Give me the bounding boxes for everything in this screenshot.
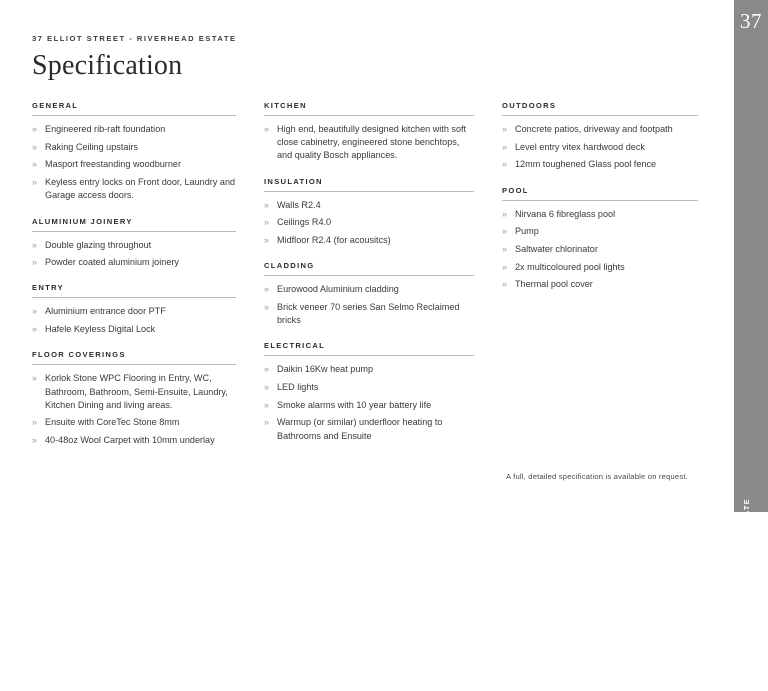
spec-section (502, 101, 698, 172)
spec-item-text: Walls R2.4 (277, 199, 321, 210)
chevron-bullet-icon: » (264, 382, 270, 393)
spec-section-heading: ALUMINIUM JOINERY (32, 217, 236, 232)
spec-item-list (32, 372, 236, 447)
chevron-bullet-icon: » (32, 417, 38, 428)
spec-section-heading: GENERAL (32, 101, 236, 116)
chevron-bullet-icon: » (264, 364, 270, 375)
page-header (32, 34, 237, 82)
spec-section-heading: CLADDING (264, 261, 474, 276)
spec-section (32, 283, 236, 336)
chevron-bullet-icon: » (502, 124, 508, 134)
spec-item-text: Midfloor R2.4 (for acousitcs) (277, 235, 391, 246)
spec-list-item (264, 399, 474, 412)
spec-item-text: Saltwater chlorinator (515, 244, 598, 255)
spec-list-item (32, 372, 236, 412)
spec-item-text: Concrete patios, driveway and footpath (515, 124, 673, 134)
spec-item-list (32, 123, 236, 203)
spec-item-list (264, 123, 474, 163)
spec-item-list (32, 305, 236, 336)
chevron-bullet-icon: » (32, 141, 38, 152)
spec-item-list (264, 283, 474, 327)
spec-item-text: Level entry vitex hardwood deck (515, 141, 645, 152)
spec-section (32, 101, 236, 203)
spec-list-item (264, 363, 474, 376)
spec-list-item (32, 305, 236, 318)
spec-item-text: Ensuite with CoreTec Stone 8mm (45, 417, 180, 428)
spec-section-heading: FLOOR COVERINGS (32, 350, 236, 365)
spec-item-text: Masport freestanding woodburner (45, 159, 181, 170)
column-1 (32, 101, 264, 461)
chevron-bullet-icon: » (264, 199, 270, 210)
spec-list-item (264, 199, 474, 212)
spec-list-item (502, 208, 698, 221)
chevron-bullet-icon: » (32, 306, 38, 317)
spec-item-text: Raking Ceiling upstairs (45, 141, 139, 152)
chevron-bullet-icon: » (264, 124, 270, 134)
spec-list-item (32, 239, 236, 252)
spec-section-heading: KITCHEN (264, 101, 474, 116)
chevron-bullet-icon: » (32, 177, 38, 188)
spec-item-text: 12mm toughened Glass pool fence (515, 159, 657, 170)
spec-section (502, 186, 698, 292)
spec-list-item (264, 216, 474, 229)
spec-item-text: Hafele Keyless Digital Lock (45, 324, 156, 335)
spec-item-text: Engineered rib-raft foundation (45, 124, 166, 134)
spec-item-text: 40-48oz Wool Carpet with 10mm underlay (45, 435, 215, 446)
chevron-bullet-icon: » (264, 301, 270, 312)
spec-section (264, 261, 474, 327)
column-3 (502, 101, 726, 461)
spec-item-text: LED lights (277, 382, 319, 393)
spec-section-heading: POOL (502, 186, 698, 201)
chevron-bullet-icon: » (502, 159, 508, 170)
spec-section (264, 341, 474, 443)
chevron-bullet-icon: » (502, 261, 508, 272)
spec-item-list (502, 123, 698, 172)
chevron-bullet-icon: » (32, 159, 38, 170)
chevron-bullet-icon: » (502, 141, 508, 152)
chevron-bullet-icon: » (32, 257, 38, 268)
spec-list-item (264, 234, 474, 247)
spec-list-item (502, 225, 698, 238)
spec-list-item (32, 434, 236, 447)
spec-list-item (264, 416, 474, 442)
chevron-bullet-icon: » (502, 208, 508, 219)
chevron-bullet-icon: » (502, 279, 508, 290)
page-title: Specification (32, 50, 183, 81)
spec-section (32, 350, 236, 447)
chevron-bullet-icon: » (502, 244, 508, 255)
spec-list-item (32, 123, 236, 136)
specification-columns (32, 101, 726, 461)
column-2 (264, 101, 502, 461)
spec-item-text: High end, beautifully designed kitchen with soft close cabinetry, engineered stone benchtops, and quality Bosch appliances. (277, 124, 467, 161)
spec-list-item (32, 158, 236, 171)
spec-item-text: Keyless entry locks on Front door, Laundry and Garage access doors. (45, 177, 236, 201)
spec-item-list (502, 208, 698, 292)
spec-list-item (32, 323, 236, 336)
chevron-bullet-icon: » (32, 239, 38, 250)
spec-section (264, 177, 474, 248)
spec-item-text: Thermal pool cover (515, 279, 593, 290)
spec-item-text: 2x multicoloured pool lights (515, 261, 625, 272)
chevron-bullet-icon: » (264, 217, 270, 228)
spec-list-item (32, 416, 236, 429)
spec-section-heading: ENTRY (32, 283, 236, 298)
spec-item-text: Smoke alarms with 10 year battery life (277, 399, 432, 410)
chevron-bullet-icon: » (264, 284, 270, 295)
spec-item-text: Double glazing throughout (45, 239, 152, 250)
spec-list-item (502, 141, 698, 154)
chevron-bullet-icon: » (502, 226, 508, 237)
spec-list-item (264, 301, 474, 327)
spec-list-item (264, 381, 474, 394)
eyebrow-text: 37 ELLIOT STREET - RIVERHEAD ESTATE (32, 34, 237, 43)
chevron-bullet-icon: » (264, 235, 270, 246)
spec-list-item (32, 141, 236, 154)
spec-list-item (502, 278, 698, 291)
spec-section (32, 217, 236, 270)
footnote: A full, detailed specification is available on request. (506, 472, 688, 481)
page-number: 37 (734, 0, 768, 42)
edge-band (734, 0, 768, 512)
spec-item-list (32, 239, 236, 270)
chevron-bullet-icon: » (32, 324, 38, 335)
spec-item-text: Pump (515, 226, 539, 237)
chevron-bullet-icon: » (264, 399, 270, 410)
spec-list-item (32, 256, 236, 269)
edge-vertical-label: 37 ELLIOT STREET - RIVERHEAD ESTATE (742, 498, 751, 691)
spec-item-list (264, 363, 474, 443)
spec-item-text: Brick veneer 70 series San Selmo Reclaimed bricks (277, 301, 460, 326)
chevron-bullet-icon: » (32, 373, 38, 384)
spec-item-text: Powder coated aluminium joinery (45, 257, 179, 268)
chevron-bullet-icon: » (32, 435, 38, 446)
spec-item-list (264, 199, 474, 248)
spec-section-heading: ELECTRICAL (264, 341, 474, 356)
spec-item-text: Nirvana 6 fibreglass pool (515, 208, 616, 219)
spec-list-item (502, 123, 698, 136)
spec-item-text: Aluminium entrance door PTF (45, 306, 166, 317)
spec-list-item (502, 158, 698, 171)
spec-list-item (32, 176, 236, 202)
spec-section (264, 101, 474, 163)
spec-item-text: Eurowood Aluminium cladding (277, 284, 399, 295)
spec-list-item (502, 243, 698, 256)
spec-section-heading: OUTDOORS (502, 101, 698, 116)
spec-list-item (502, 261, 698, 274)
spec-section-heading: INSULATION (264, 177, 474, 192)
chevron-bullet-icon: » (264, 417, 270, 428)
chevron-bullet-icon: » (32, 124, 38, 134)
spec-item-text: Korlok Stone WPC Flooring in Entry, WC, Bathroom, Bathroom, Semi-Ensuite, Laundry, Kitchen Dining and living areas. (45, 373, 228, 410)
spec-item-text: Warmup (or similar) underfloor heating to Bathrooms and Ensuite (277, 417, 443, 441)
spec-item-text: Ceilings R4.0 (277, 217, 332, 228)
spec-item-text: Daikin 16Kw heat pump (277, 364, 374, 375)
spec-list-item (264, 283, 474, 296)
spec-list-item (264, 123, 474, 163)
